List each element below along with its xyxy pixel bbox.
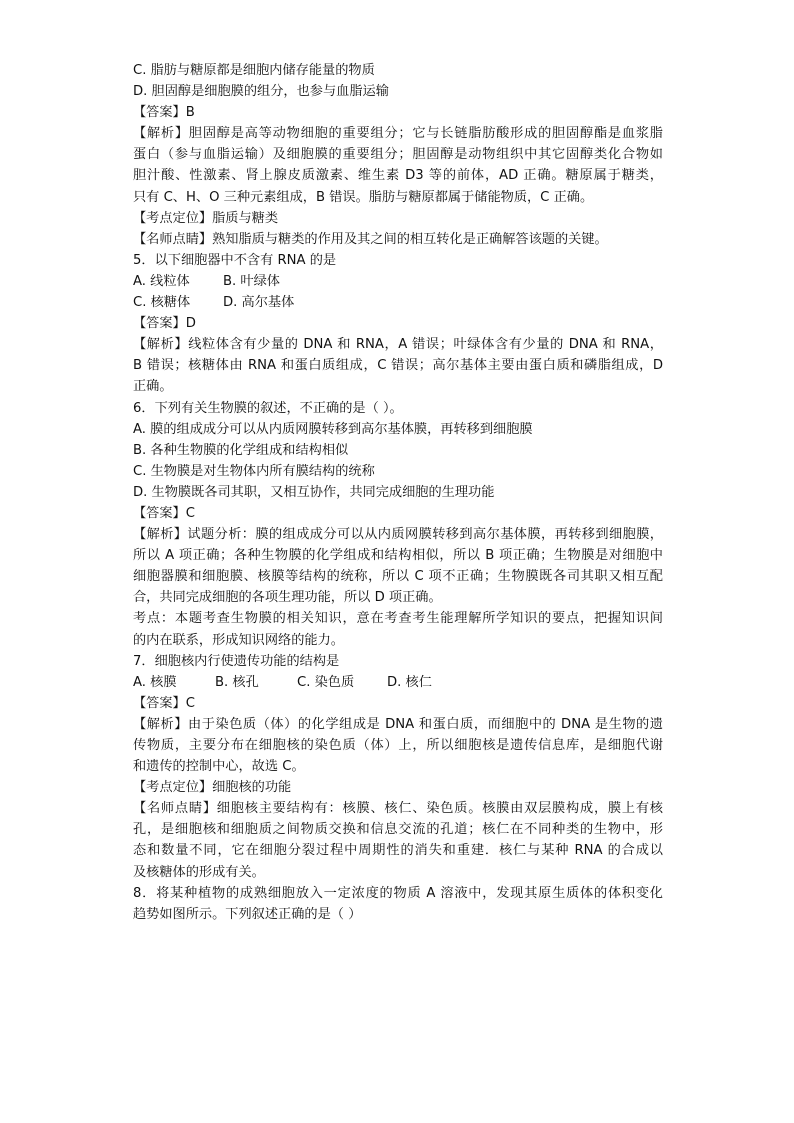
q4-topic: 【考点定位】脂质与糖类 — [133, 210, 279, 226]
q5-stem: 5．以下细胞器中不含有 RNA 的是 — [133, 252, 337, 268]
q5-answer: 【答案】D — [133, 316, 196, 332]
q6-option-c: C. 生物膜是对生物体内所有膜结构的统称 — [133, 463, 375, 479]
q6-analysis-line: 细胞器膜和细胞膜、核膜等结构的统称，所以 C 项不正确；生物膜既各司其职又相互配 — [133, 569, 663, 585]
q6-stem: 6．下列有关生物膜的叙述，不正确的是（ ）。 — [133, 400, 403, 416]
q4-option-c: C. 脂肪与糖原都是细胞内储存能量的物质 — [133, 63, 375, 78]
q5-option-c: C. 核糖体 — [133, 295, 191, 311]
q7-tip-line: 态和数量不同，它在细胞分裂过程中周期性的消失和重建．核仁与某种 RNA 的合成以 — [133, 843, 663, 859]
q8-stem-line: 趋势如图所示。下列叙述正确的是（ ） — [133, 906, 362, 922]
q4-option-d: D. 胆固醇是细胞膜的组分，也参与血脂运输 — [133, 84, 389, 100]
q6-exam-point-line: 的内在联系，形成知识网络的能力。 — [133, 632, 344, 648]
q6-answer: 【答案】C — [133, 505, 195, 521]
q6-exam-point-line: 考点：本题考查生物膜的相关知识，意在考查考生能理解所学知识的要点，把握知识间 — [133, 611, 663, 627]
q5-options-row-1 — [133, 271, 663, 292]
q5-analysis-line: 【解析】线粒体含有少量的 DNA 和 RNA，A 错误；叶绿体含有少量的 DNA 和 RNA， — [133, 337, 663, 353]
q6-option-b: B. 各种生物膜的化学组成和结构相似 — [133, 442, 349, 458]
q6-analysis-line: 【解析】试题分析：膜的组成成分可以从内质网膜转移到高尔基体膜，再转移到细胞膜， — [133, 527, 663, 543]
q7-tip-line: 【名师点睛】细胞核主要结构有：核膜、核仁、染色质。核膜由双层膜构成，膜上有核 — [133, 801, 663, 817]
q5-analysis-line: 正确。 — [133, 379, 173, 395]
q6-option-a: A. 膜的组成成分可以从内质网膜转移到高尔基体膜，再转移到细胞膜 — [133, 421, 533, 437]
q6-analysis-line: 合，共同完成细胞的各项生理功能，所以 D 项正确。 — [133, 590, 442, 606]
q4-tip: 【名师点睛】熟知脂质与糖类的作用及其之间的相互转化是正确解答该题的关键。 — [133, 231, 608, 247]
q7-analysis-line: 【解析】由于染色质（体）的化学组成是 DNA 和蛋白质，而细胞中的 DNA 是生物的遗 — [133, 716, 663, 732]
q4-analysis-line: 只有 C、H、O 三种元素组成，B 错误。脂肪与糖原都属于储能物质，C 正确。 — [133, 189, 594, 205]
q7-option-b: B. 核孔 — [215, 674, 259, 690]
q7-answer: 【答案】C — [133, 695, 195, 711]
q4-analysis-line: 蛋白（参与血脂运输）及细胞膜的重要组分；胆固醇是动物组织中其它固醇类化合物如 — [133, 147, 663, 163]
q7-topic: 【考点定位】细胞核的功能 — [133, 780, 292, 796]
q7-option-c: C. 染色质 — [297, 674, 355, 690]
q5-option-b: B. 叶绿体 — [223, 273, 280, 289]
q4-answer: 【答案】B — [133, 105, 195, 121]
q7-stem: 7．细胞核内行使遗传功能的结构是 — [133, 653, 340, 669]
q7-analysis-line: 和遗传的控制中心，故选 C。 — [133, 759, 305, 775]
q5-analysis-line: B 错误；核糖体由 RNA 和蛋白质组成，C 错误；高尔基体主要由蛋白质和磷脂组成，D — [133, 358, 663, 374]
q7-tip-line: 及核糖体的形成有关。 — [133, 864, 265, 880]
q7-tip-line: 孔，是细胞核和细胞质之间物质交换和信息交流的孔道；核仁在不同种类的生物中，形 — [133, 822, 663, 838]
q7-options-row — [133, 672, 663, 693]
q6-option-d: D. 生物膜既各司其职，又相互协作，共同完成细胞的生理功能 — [133, 484, 495, 500]
q7-analysis-line: 传物质，主要分布在细胞核的染色质（体）上，所以细胞核是遗传信息库，是细胞代谢 — [133, 738, 663, 753]
q4-analysis-line: 胆汁酸、性激素、肾上腺皮质激素、维生素 D3 等的前体，AD 正确。糖原属于糖类， — [133, 168, 663, 184]
q7-option-d: D. 核仁 — [387, 674, 432, 690]
q4-analysis-line: 【解析】胆固醇是高等动物细胞的重要组分；它与长链脂肪酸形成的胆固醇酯是血浆脂 — [133, 126, 663, 142]
q5-option-a: A. 线粒体 — [133, 273, 190, 289]
q5-options-row-2 — [133, 292, 663, 313]
q6-analysis-line: 所以 A 项正确；各种生物膜的化学组成和结构相似，所以 B 项正确；生物膜是对细胞中 — [133, 548, 663, 564]
document-page — [133, 60, 663, 925]
q7-option-a: A. 核膜 — [133, 674, 177, 690]
q5-option-d: D. 高尔基体 — [223, 295, 295, 311]
q8-stem-line: 8．将某种植物的成熟细胞放入一定浓度的物质 A 溶液中，发现其原生质体的体积变化 — [133, 885, 663, 901]
